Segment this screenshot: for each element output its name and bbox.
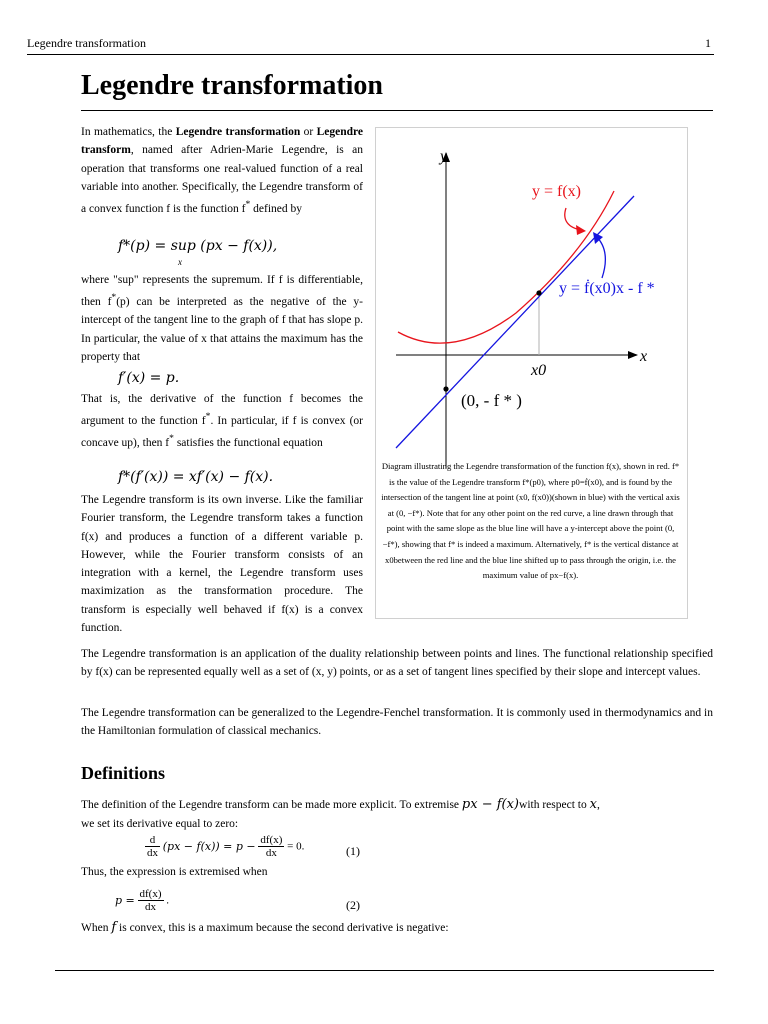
equation-1-fraction-dfdx [258, 834, 284, 859]
tangent-line [396, 196, 634, 448]
equation-text: p = [115, 894, 135, 907]
header-rule [27, 54, 714, 55]
tangency-point [536, 290, 541, 295]
definitions-text: with respect to [519, 799, 590, 811]
superscript-star: * [169, 433, 174, 445]
curve-label-arrowhead [576, 225, 586, 235]
curve-label: y = f(x) [532, 183, 582, 200]
fraction-numerator: df(x) [260, 834, 283, 846]
intro-text: That is, the derivative of the function f becomes the argument to the function f [81, 393, 363, 428]
tangent-label-arrow [596, 236, 605, 278]
equation-text: f′(x) = p. [118, 370, 180, 386]
figure-caption: Diagram illustrating the Legendre transformation of the function f(x), shown in red. f* is the value of the Legendre transform f*(p0), where p0=ḟ(x0), and is found by the intersection of the tangent line at point (x0, f(x0))(shown in blue) with the vertical axis at (0, −f*). Note that for any other point on the red curve, a line drawn through that point with the same slope as the blue line will have a y-intercept above the point (0, −f*), showing that f* is indeed a maximum. Alternatively, f* is the vertical distance at x0between the red line and the blue line shifted up to pass through the origin, i.e. the maximum value of px−f(x). [381, 461, 680, 581]
equation-text: f*(p) = sup (px − f(x)), [118, 238, 278, 254]
intro-paragraph-4: The Legendre transform is its own inverse. Like the familiar Fourier transform, the Legendre transform takes a function f(x) and produces a function of a different variable p. However, while the Fourier transform consists of an integration with a kernel, the Legendre transform uses maximization as the transformation procedure. The transform is especially well behaved if f(x) is a convex function. [81, 494, 363, 635]
superscript-star: * [245, 199, 251, 211]
intro-text: (p) can be interpreted as the negative of the y-intercept of the tangent line to the graph of f that has slope p. In particular, the value of x that attains the maximum has the property that [81, 296, 363, 364]
equation-1 [145, 834, 304, 859]
equation-text: = 0. [287, 840, 305, 853]
definitions-paragraph-3 [81, 919, 713, 937]
page-number: 1 [705, 36, 711, 50]
x-axis-arrow [628, 351, 638, 359]
intro-paragraph-2 [81, 271, 363, 366]
fraction-denominator: dx [145, 901, 157, 913]
intro-text: or [300, 126, 317, 138]
equation-2-number: (2) [346, 898, 360, 912]
curve-label-arrow [565, 208, 582, 230]
function-curve [398, 191, 614, 343]
x-axis-label: x [640, 348, 648, 365]
tangent-label: y = ḟ(x0)x - f * [559, 280, 655, 297]
intro-paragraph-1 [81, 123, 363, 218]
equation-sup [118, 238, 277, 254]
inline-math: x [589, 797, 597, 812]
paragraph-duality: The Legendre transformation is an application of the duality relationship between points and lines. The functional relationship specified by f(x) can be represented equally well as a set of (x, y) points, or as a set of tangent lines specified by their slope and intercept values. [81, 648, 713, 679]
equation-2-fraction [138, 888, 164, 913]
intro-text: In mathematics, the [81, 126, 176, 138]
intercept-label: (0, - f * ) [461, 391, 522, 410]
footer-rule [55, 970, 714, 971]
equation-derivative [118, 370, 179, 386]
definitions-text: The definition of the Legendre transform can be made more explicit. To extremise [81, 799, 462, 811]
definitions-text: When [81, 922, 112, 934]
intro-text: defined by [250, 203, 302, 216]
definitions-paragraph-1 [81, 795, 713, 834]
fraction-numerator: df(x) [139, 888, 162, 900]
intro-text: . In particular, if f is convex (or concave up), then f [81, 415, 363, 450]
intro-paragraph-3 [81, 390, 363, 453]
fraction-denominator: dx [147, 847, 158, 859]
x0-label: x0 [531, 362, 547, 379]
intro-text: satisfies the functional equation [173, 437, 323, 450]
section-heading-definitions: Definitions [81, 763, 166, 783]
running-header-title: Legendre transformation [27, 36, 146, 50]
fraction-denominator: dx [265, 847, 277, 859]
intro-text: , named after Adrien-Marie Legendre, is an operation that transforms one real-valued function of a real variable into another. Specifically, the Legendre transform of a convex function f is the function f [81, 144, 363, 216]
inline-math: px − f(x) [461, 797, 520, 812]
superscript-star: * [111, 292, 117, 304]
equation-1-number: (1) [346, 844, 360, 858]
equation-sup-subscript: x [178, 257, 182, 267]
y-axis-label: y [440, 148, 448, 165]
equation-functional [118, 469, 273, 485]
equation-text: (px − f(x)) = p − [162, 840, 256, 853]
fraction-numerator: d [145, 834, 160, 847]
equation-2 [115, 888, 169, 913]
equation-1-fraction-ddx [145, 834, 160, 859]
definitions-paragraph-2: Thus, the expression is extremised when [81, 866, 268, 878]
intercept-point [443, 386, 448, 391]
equation-text: f*(f′(x)) = xf′(x) − f(x). [118, 469, 274, 485]
bold-term-legendre-transformation: Legendre transformation [175, 126, 301, 138]
inline-math: f [111, 920, 117, 935]
equation-text: . [166, 894, 170, 907]
definitions-text: we set its derivative equal to zero: [81, 818, 239, 830]
paragraph-generalization: The Legendre transformation can be generalized to the Legendre-Fenchel transformation. It is commonly used in thermodynamics and in the Hamiltonian formulation of classical mechanics. [81, 707, 713, 738]
title-rule [81, 110, 713, 111]
definitions-text: , [596, 799, 600, 811]
definitions-text: is convex, this is a maximum because the second derivative is negative: [116, 922, 449, 934]
superscript-star: * [205, 411, 211, 423]
bold-term-legendre-transform: Legendre transform [81, 126, 363, 157]
intro-text: where "sup" represents the supremum. If f is differentiable, then f [81, 274, 363, 309]
article-title: Legendre transformation [81, 70, 383, 101]
